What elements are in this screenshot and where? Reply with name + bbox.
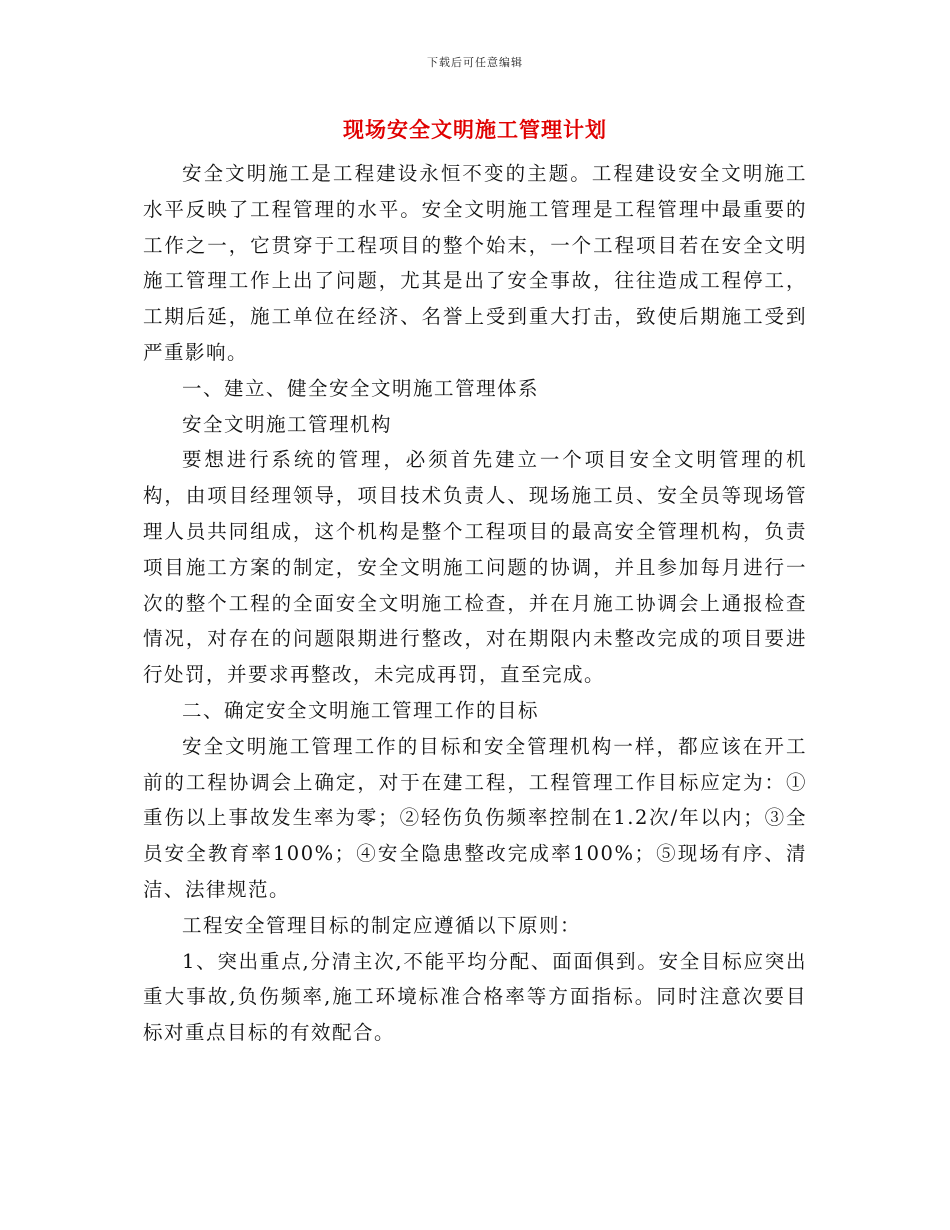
paragraph-organization: 要想进行系统的管理，必须首先建立一个项目安全文明管理的机构，由项目经理领导，项目技术负责人、现场施工员、安全员等现场管理人员共同组成，这个机构是整个工程项目的最高安全管理机构，负责项目施工方案的制定，安全文明施工问题的协调，并且参加每月进行一次的整个工程的全面安全文明施工检查，并在月施工协调会上通报检查情况，对存在的问题限期进行整改，对在期限内未整改完成的项目要进行处罚，并要求再整改，未完成再罚，直至完成。 (143, 448, 807, 687)
document-title: 现场安全文明施工管理计划 (343, 117, 607, 142)
section-heading-1: 一、建立、健全安全文明施工管理体系 (182, 376, 540, 400)
section-heading-2: 二、确定安全文明施工管理工作的目标 (182, 698, 540, 722)
subheading-organization: 安全文明施工管理机构 (182, 412, 393, 436)
paragraph-intro: 安全文明施工是工程建设永恒不变的主题。工程建设安全文明施工水平反映了工程管理的水平。安全文明施工管理是工程管理中最重要的工作之一，它贯穿于工程项目的整个始末，一个工程项目若在安全文明施工管理工作上出了问题，尤其是出了安全事故，往往造成工程停工，工期后延，施工单位在经济、名誉上受到重大打击，致使后期施工受到严重影响。 (143, 162, 807, 364)
header-note: 下载后可任意编辑 (427, 56, 523, 69)
paragraph-goals: 安全文明施工管理工作的目标和安全管理机构一样，都应该在开工前的工程协调会上确定，对于在建工程，工程管理工作目标应定为：①重伤以上事故发生率为零；②轻伤负伤频率控制在1.2次/年以内；③全员安全教育率100%；④安全隐患整改完成率100%；⑤现场有序、清洁、法律规范。 (143, 734, 807, 901)
paragraph-principle-1: 1、突出重点,分清主次,不能平均分配、面面俱到。安全目标应突出重大事故,负伤频率,施工环境标准合格率等方面指标。同时注意次要目标对重点目标的有效配合。 (143, 949, 807, 1045)
document-body (143, 156, 807, 1051)
paragraph-principles-intro: 工程安全管理目标的制定应遵循以下原则： (182, 913, 582, 937)
